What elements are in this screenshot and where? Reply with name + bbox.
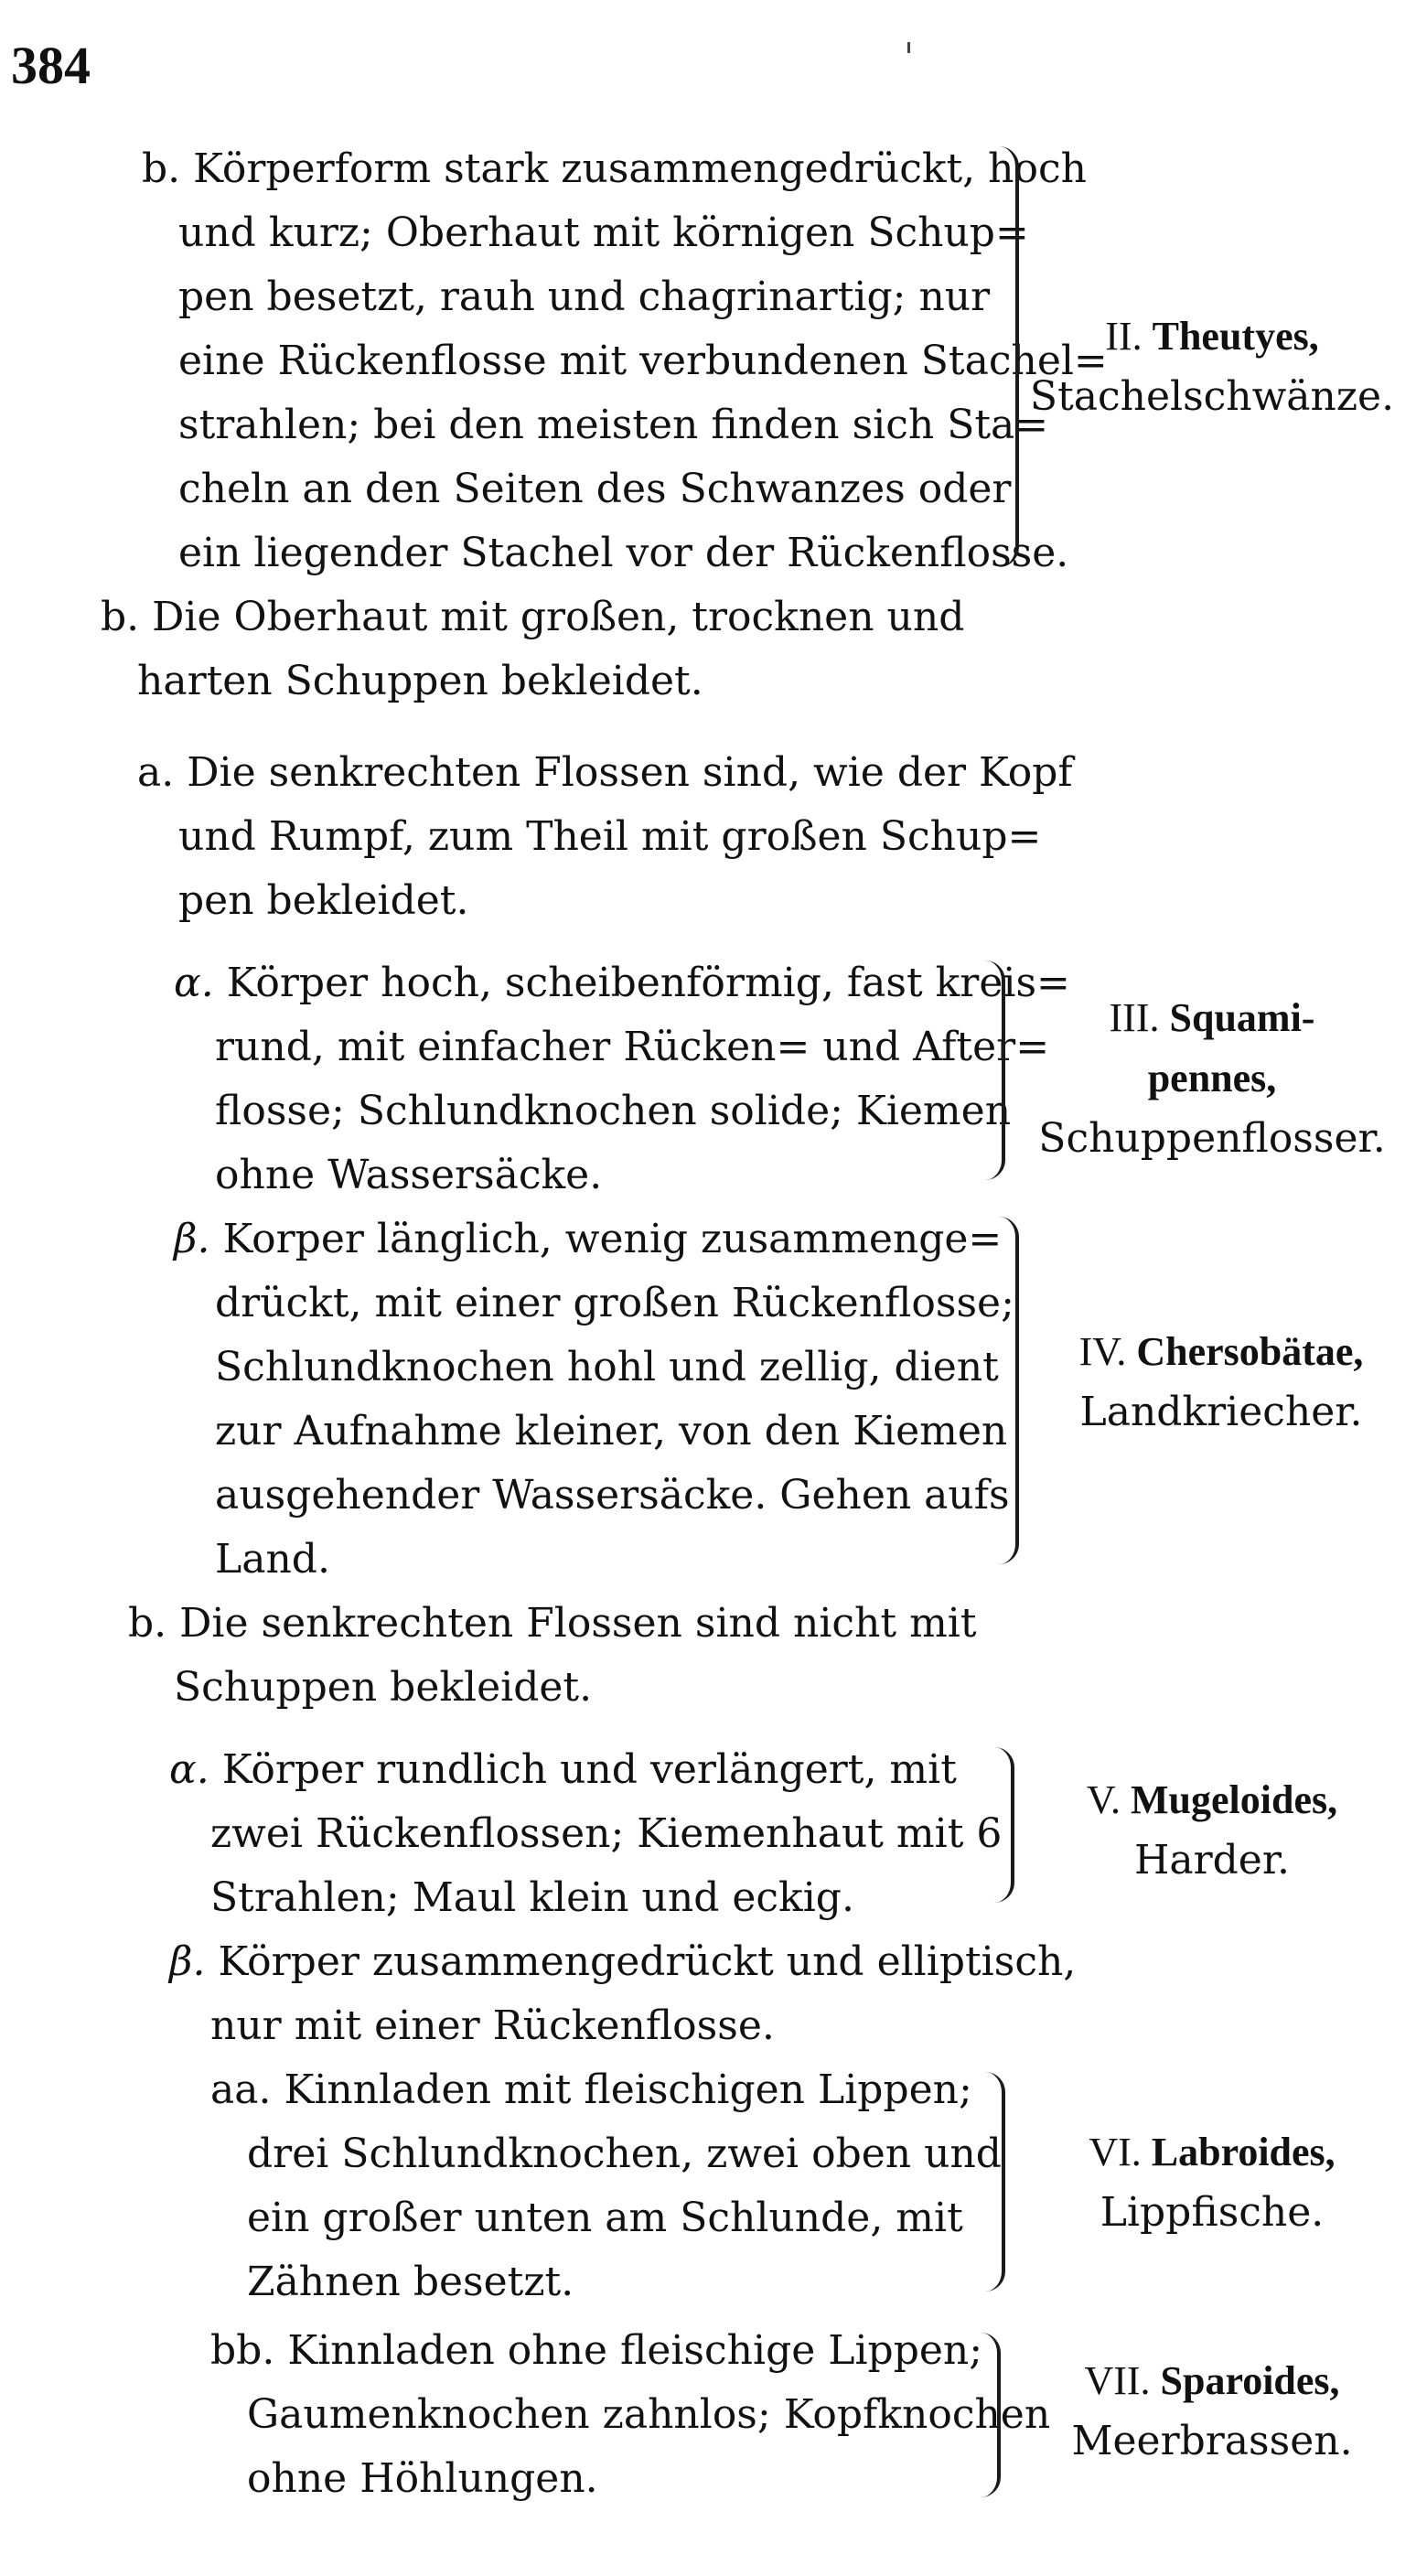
group-title-continued: pennes, [1147, 1056, 1277, 1100]
entry-marker: α. [169, 1746, 209, 1793]
group-german-name: Landkriecher. [1079, 1389, 1363, 1435]
entry-line: b. Die senkrechten Flossen sind nicht mit [128, 1592, 977, 1656]
entry-line: bb. Kinnladen ohne fleischige Lippen; [210, 2319, 1050, 2383]
group-german-name: Lippfische. [1100, 2189, 1325, 2236]
group-title: V. Mugeloides, [1086, 1777, 1338, 1822]
entry-line: ein liegender Stachel vor der Rückenflosse. [178, 530, 1069, 576]
entry-line: Zähnen besetzt. [247, 2259, 574, 2305]
key-entry [174, 951, 1070, 1208]
group-title: VI. Labroides, [1089, 2130, 1336, 2174]
group-label [1029, 2122, 1395, 2243]
entry-marker: aa. [210, 2066, 272, 2113]
group-title: III. Squami- [1109, 995, 1315, 1040]
key-entry [174, 1208, 1014, 1592]
entry-line: flosse; Schlundknochen solide; Kiemen [215, 1088, 1012, 1134]
entry-line: drückt, mit einer großen Rückenflosse; [215, 1280, 1014, 1326]
entry-marker: a. [137, 749, 175, 796]
entry-line: ohne Wassersäcke. [215, 1152, 603, 1198]
entry-line: eine Rückenflosse mit verbundenen Stachel= [178, 338, 1108, 384]
entry-line: Schlundknochen hohl und zellig, dient [215, 1344, 999, 1390]
entry-line: zwei Rückenflossen; Kiemenhaut mit 6 [210, 1810, 1003, 1857]
curly-brace [983, 2072, 1005, 2292]
group-german-name: Harder. [1133, 1837, 1291, 1884]
entry-line: ohne Höhlungen. [247, 2455, 598, 2502]
entry-marker: β. [169, 1938, 206, 1985]
entry-line: strahlen; bei den meisten finden sich Sta= [178, 402, 1049, 448]
key-entry [101, 585, 964, 714]
curly-brace [992, 1747, 1014, 1903]
entry-marker: β. [174, 1216, 210, 1262]
entry-line: a. Die senkrechten Flossen sind, wie der Kopf [137, 741, 1073, 805]
entry-line: β. Korper länglich, wenig zusammenge= [174, 1208, 1014, 1272]
entry-line: b. Körperform stark zusammengedrückt, hoch [142, 137, 1108, 201]
entry-marker: α. [174, 960, 214, 1006]
print-mark [907, 42, 910, 53]
key-entry [169, 1930, 1076, 2058]
entry-line: cheln an den Seiten des Schwanzes oder [178, 466, 1012, 512]
group-label [1029, 1770, 1395, 1891]
entry-marker: b. [101, 594, 140, 640]
curly-brace [997, 146, 1019, 567]
entry-line: α. Körper hoch, scheibenförmig, fast kreis= [174, 951, 1070, 1015]
curly-brace [983, 961, 1005, 1180]
group-german-name: Stachelschwänze. [1029, 373, 1395, 420]
group-label [1029, 988, 1395, 1169]
group-label [1029, 2351, 1395, 2472]
group-title: II. Theutyes, [1105, 314, 1319, 359]
entry-line: harten Schuppen bekleidet. [137, 658, 703, 704]
entry-line: Schuppen bekleidet. [174, 1664, 593, 1711]
entry-line: nur mit einer Rückenflosse. [210, 2002, 775, 2049]
key-entry [210, 2319, 1050, 2511]
entry-line: α. Körper rundlich und verlängert, mit [169, 1738, 1002, 1802]
group-label [1029, 1322, 1413, 1443]
key-entry [142, 137, 1108, 585]
entry-line: drei Schlundknochen, zwei oben und [247, 2131, 1002, 2177]
group-title: VII. Sparoides, [1084, 2358, 1340, 2403]
entry-marker: b. [128, 1600, 167, 1647]
key-entry [210, 2058, 1002, 2314]
entry-line: Strahlen; Maul klein und eckig. [210, 1874, 854, 1921]
key-entry [128, 1592, 977, 1720]
group-label [1029, 306, 1395, 427]
group-german-name: Schuppenflosser. [1038, 1115, 1386, 1162]
page-number: 384 [11, 36, 91, 95]
entry-line: aa. Kinnladen mit fleischigen Lippen; [210, 2058, 1002, 2122]
key-entry [137, 741, 1073, 933]
curly-brace [997, 1217, 1019, 1564]
entry-line: b. Die Oberhaut mit großen, trocknen und [101, 585, 964, 649]
entry-line: β. Körper zusammengedrückt und elliptisch, [169, 1930, 1076, 1994]
entry-marker: b. [142, 145, 181, 192]
entry-line: und Rumpf, zum Theil mit großen Schup= [178, 813, 1042, 860]
entry-line: ein großer unten am Schlunde, mit [247, 2195, 963, 2241]
curly-brace [979, 2333, 1001, 2497]
entry-line: ausgehender Wassersäcke. Gehen aufs [215, 1472, 1010, 1519]
entry-line: pen besetzt, rauh und chagrinartig; nur [178, 274, 991, 320]
entry-line: pen bekleidet. [178, 877, 469, 924]
entry-line: Land. [215, 1536, 330, 1583]
entry-line: Gaumenknochen zahnlos; Kopfknochen [247, 2391, 1051, 2438]
entry-line: und kurz; Oberhaut mit körnigen Schup= [178, 209, 1029, 256]
entry-line: zur Aufnahme kleiner, von den Kiemen [215, 1408, 1008, 1454]
key-entry [169, 1738, 1002, 1930]
entry-line: rund, mit einfacher Rücken= und After= [215, 1024, 1050, 1070]
group-german-name: Meerbrassen. [1071, 2418, 1353, 2464]
group-title: IV. Chersobätae, [1078, 1329, 1364, 1374]
entry-marker: bb. [210, 2327, 275, 2374]
